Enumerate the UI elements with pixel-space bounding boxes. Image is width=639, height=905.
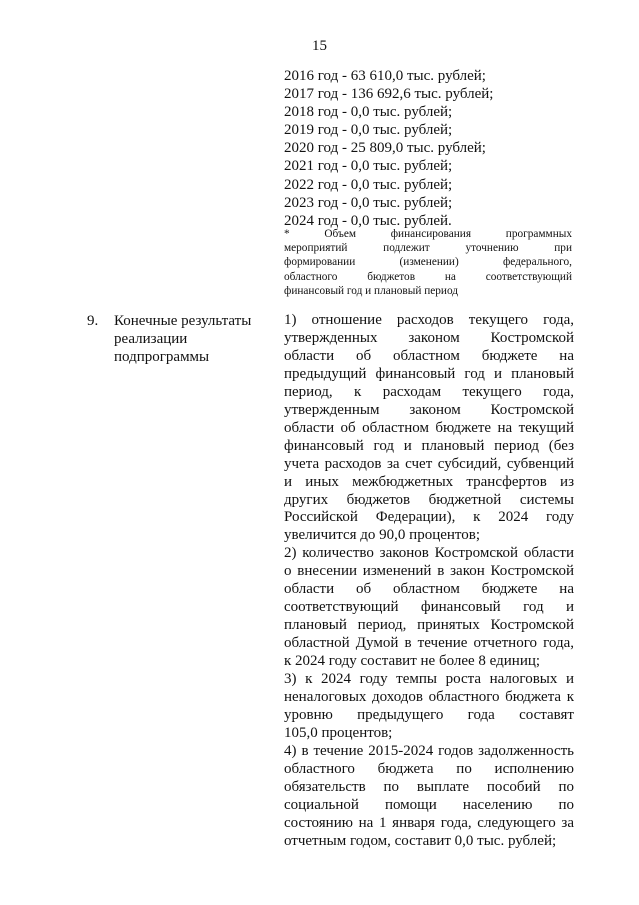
result-line: социальной помощи населению по (284, 796, 574, 813)
footnote-line: мероприятий подлежит уточнению при (284, 242, 572, 255)
row-number: 9. (87, 313, 99, 329)
row-label-line: подпрограммы (114, 349, 210, 365)
result-line: 4) в течение 2015-2024 годов задолженность (284, 742, 574, 759)
result-line: 3) к 2024 году темпы роста налоговых и (284, 671, 574, 688)
result-line: утвержденным законом Костромской (284, 401, 574, 418)
footnote-line: областного бюджетов на соответствующий (284, 270, 572, 283)
result-line: о внесении изменений в закон Костромской (284, 563, 574, 580)
result-line: плановый период, принятых Костромской (284, 617, 574, 634)
funding-footnote (284, 227, 572, 298)
result-line: области об областном бюджете на (284, 581, 574, 598)
result-line: областной Думой в течение отчетного года, (284, 635, 574, 652)
funding-year-2017: 2017 год - 136 692,6 тыс. рублей; (284, 86, 494, 103)
result-line: обязательств по выплате пособий по (284, 778, 574, 795)
result-line: области об областном бюджете на (284, 347, 574, 364)
row-label-line: Конечные результаты (114, 313, 252, 329)
result-line: 105,0 процентов; (284, 724, 393, 741)
result-line: областного бюджета по исполнению (284, 760, 574, 777)
funding-year-2019: 2019 год - 0,0 тыс. рублей; (284, 122, 453, 139)
footnote-line: финансовый год и плановый период (284, 284, 459, 297)
result-line: 1) отношение расходов текущего года, (284, 312, 574, 328)
page-number: 15 (312, 38, 327, 54)
footnote-line: формировании (изменении) федерального, (284, 256, 572, 269)
result-line: период, к расходам текущего года, (284, 383, 574, 400)
result-line: 2) количество законов Костромской области (284, 545, 574, 562)
result-line: уровню предыдущего года составят (284, 706, 574, 723)
funding-by-year-list (284, 67, 584, 230)
row-label (114, 312, 264, 366)
footnote-line: * Объем финансирования программных (284, 228, 572, 240)
funding-year-2022: 2022 год - 0,0 тыс. рублей; (284, 176, 453, 193)
funding-year-2016: 2016 год - 63 610,0 тыс. рублей; (284, 68, 486, 84)
result-line: к 2024 году составит не более 8 единиц; (284, 653, 541, 670)
funding-year-2018: 2018 год - 0,0 тыс. рублей; (284, 104, 453, 121)
result-line: Российской Федерации), к 2024 году (284, 509, 574, 526)
result-line: учета расходов за счет субсидий, субвенций (284, 455, 574, 472)
result-line: соответствующий финансовый год и (284, 599, 574, 616)
result-line: и иных межбюджетных трансфертов из (284, 473, 574, 490)
result-line: увеличится до 90,0 процентов; (284, 527, 481, 544)
result-line: других бюджетов бюджетной системы (284, 491, 574, 508)
result-line: отчетным годом, составит 0,0 тыс. рублей; (284, 832, 557, 849)
funding-year-2023: 2023 год - 0,0 тыс. рублей; (284, 194, 453, 211)
final-results-text (284, 312, 574, 851)
funding-year-2020: 2020 год - 25 809,0 тыс. рублей; (284, 140, 486, 157)
result-line: неналоговых доходов областного бюджета к (284, 689, 574, 706)
result-line: предыдущий финансовый год и плановый (284, 365, 574, 382)
funding-year-2021: 2021 год - 0,0 тыс. рублей; (284, 158, 453, 175)
result-line: состоянию на 1 января года, следующего за (284, 814, 574, 831)
funding-year-2024: 2024 год - 0,0 тыс. рублей. (284, 212, 452, 229)
result-line: области об областном бюджете на текущий (284, 419, 574, 436)
result-line: финансовый год и плановый период (без (284, 437, 574, 454)
result-line: утвержденных законом Костромской (284, 329, 574, 346)
row-label-line: реализации (114, 331, 188, 347)
